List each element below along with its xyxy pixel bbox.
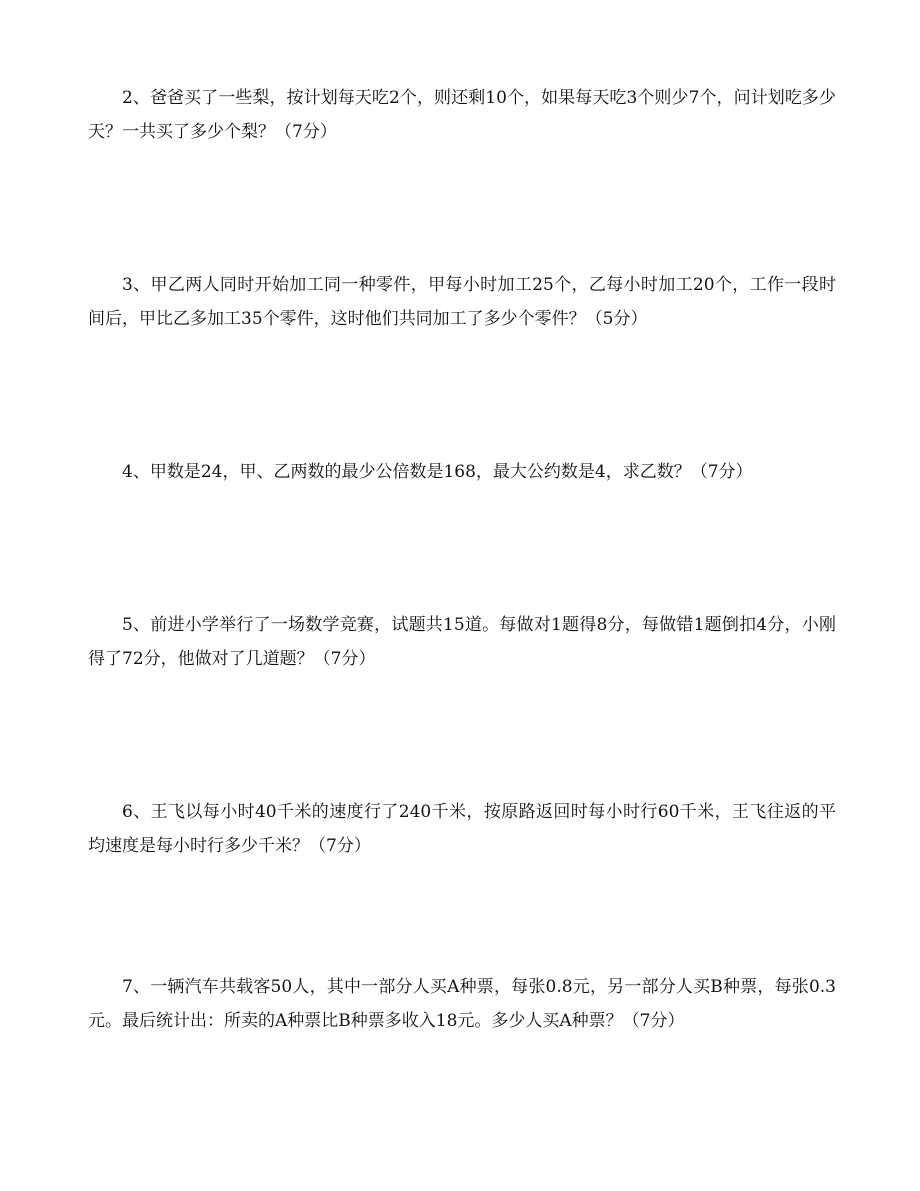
problem-6: 6、王飞以每小时40千米的速度行了240千米，按原路返回时每小时行60千米，王飞往返的平均速度是每小时行多少千米？（7分）	[88, 802, 836, 856]
problem-4: 4、甲数是24，甲、乙两数的最少公倍数是168，最大公约数是4，求乙数？（7分）	[122, 462, 753, 482]
problem-2: 2、爸爸买了一些梨，按计划每天吃2个，则还剩10个，如果每天吃3个则少7个，问计划吃多少天？一共买了多少个梨？（7分）	[88, 88, 836, 142]
problem-7: 7、一辆汽车共载客50人，其中一部分人买A种票，每张0.8元，另一部分人买B种票，每张0.3元。最后统计出：所卖的A种票比B种票多收入18元。多少人买A种票？（7分）	[88, 977, 836, 1031]
problem-3: 3、甲乙两人同时开始加工同一种零件，甲每小时加工25个，乙每小时加工20个，工作一段时间后，甲比乙多加工35个零件，这时他们共同加工了多少个零件？（5分）	[88, 275, 836, 329]
problem-5: 5、前进小学举行了一场数学竞赛，试题共15道。每做对1题得8分，每做错1题倒扣4分，小刚得了72分，他做对了几道题？（7分）	[88, 615, 836, 669]
